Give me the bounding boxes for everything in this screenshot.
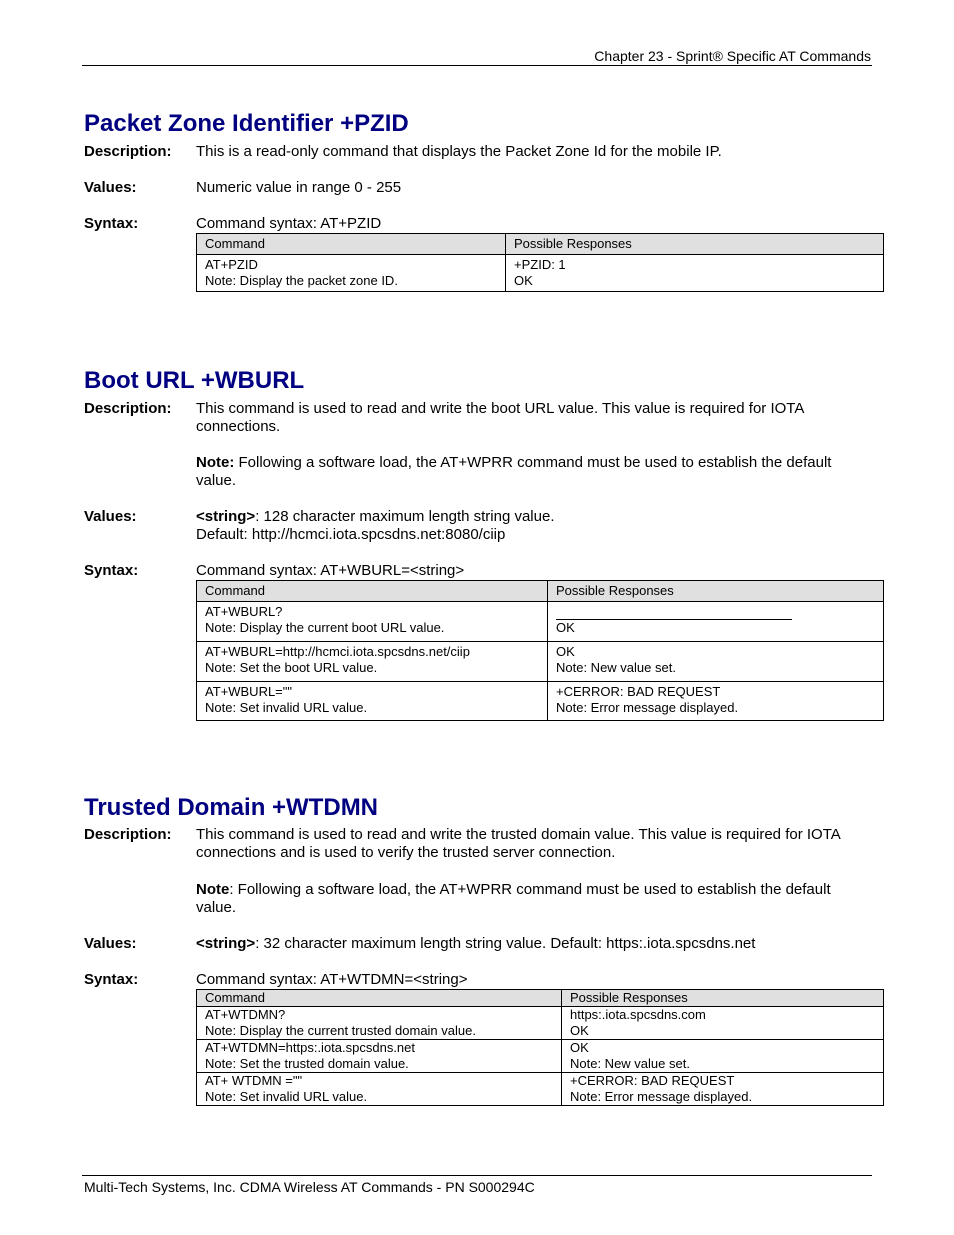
table-row	[197, 602, 884, 642]
syntax-label: Syntax:	[84, 971, 139, 988]
string-param: <string>	[196, 935, 256, 952]
command-text: AT+WTDMN?	[205, 1007, 286, 1022]
table-header-row	[197, 581, 884, 602]
response-text: OK	[556, 620, 575, 635]
section-title-pzid: Packet Zone Identifier +PZID	[84, 110, 409, 137]
values-label: Values:	[84, 179, 137, 196]
wburl-command-table	[196, 580, 884, 721]
response-text: OK	[570, 1040, 589, 1055]
values-text: : 128 character maximum length string value.	[255, 508, 555, 525]
string-param: <string>	[196, 508, 256, 525]
values-default: Default: http://hcmci.iota.spcsdns.net:8080/ciip	[196, 526, 506, 543]
table-cell-response	[548, 642, 884, 682]
table-cell-command	[197, 602, 548, 642]
wtdmn-command-table	[196, 989, 884, 1106]
table-header-responses: Possible Responses	[506, 234, 884, 255]
table-row	[197, 255, 884, 292]
table-cell-command	[197, 255, 506, 292]
values-text: : 32 character maximum length string value. Default: https:.iota.spcsdns.net	[255, 935, 756, 952]
header-rule	[82, 65, 872, 66]
response-note: Note: New value set.	[556, 660, 676, 675]
wtdmn-syntax: Command syntax: AT+WTDMN=<string>	[196, 971, 468, 988]
syntax-label: Syntax:	[84, 562, 139, 579]
description-label: Description:	[84, 400, 172, 417]
wburl-values	[196, 508, 856, 544]
command-note: Note: Set the trusted domain value.	[205, 1056, 409, 1071]
note-label: Note	[196, 454, 230, 471]
wtdmn-description: This command is used to read and write the trusted domain value. This value is required for IOTA connections and is used to verify the trusted server connection.	[196, 826, 840, 861]
note-text: Following a software load, the AT+WPRR command must be used to establish the default value.	[196, 454, 832, 489]
response-note: Note: New value set.	[570, 1056, 690, 1071]
pzid-values: Numeric value in range 0 - 255	[196, 179, 402, 196]
response-note: Note: Error message displayed.	[556, 700, 739, 715]
section-title-wtdmn: Trusted Domain +WTDMN	[84, 794, 379, 821]
wtdmn-note	[196, 881, 856, 917]
note-text: : Following a software load, the AT+WPRR command must be used to establish the default value.	[196, 881, 831, 916]
table-header-responses: Possible Responses	[548, 581, 884, 602]
pzid-syntax: Command syntax: AT+PZID	[196, 215, 382, 232]
command-note: Note: Set the boot URL value.	[205, 660, 378, 675]
wburl-syntax: Command syntax: AT+WBURL=<string>	[196, 562, 465, 579]
table-cell-response	[548, 682, 884, 721]
table-cell-response	[506, 255, 884, 292]
table-cell-response	[562, 1073, 884, 1106]
table-cell-command	[197, 1073, 562, 1106]
wtdmn-values	[196, 935, 856, 953]
table-cell-command	[197, 1007, 562, 1040]
syntax-label: Syntax:	[84, 215, 139, 232]
command-note: Note: Display the packet zone ID.	[205, 273, 398, 288]
table-row	[197, 682, 884, 721]
wburl-description: This command is used to read and write the boot URL value. This value is required for IOTA connections.	[196, 400, 804, 435]
table-row	[197, 1073, 884, 1106]
values-label: Values:	[84, 508, 137, 525]
table-cell-response	[548, 602, 884, 642]
command-text: AT+WBURL=http://hcmci.iota.spcsdns.net/ciip	[205, 644, 470, 659]
table-header-command: Command	[197, 234, 506, 255]
page-header: Chapter 23 - Sprint® Specific AT Commands	[594, 48, 871, 64]
command-text: AT+ WTDMN =""	[205, 1073, 303, 1088]
table-header-row	[197, 990, 884, 1007]
table-header-command: Command	[197, 990, 562, 1007]
table-cell-response	[562, 1040, 884, 1073]
section-title-wburl: Boot URL +WBURL	[84, 367, 305, 394]
command-note: Note: Set invalid URL value.	[205, 700, 368, 715]
response-text: https:.iota.spcsdns.com	[570, 1007, 706, 1022]
note-label: Note	[196, 881, 230, 898]
table-header-responses: Possible Responses	[562, 990, 884, 1007]
description-label: Description:	[84, 143, 172, 160]
command-note: Note: Set invalid URL value.	[205, 1089, 368, 1104]
blank-response-line	[556, 604, 792, 620]
command-text: AT+WTDMN=https:.iota.spcsdns.net	[205, 1040, 415, 1055]
response-text: OK	[514, 273, 533, 288]
values-label: Values:	[84, 935, 137, 952]
command-note: Note: Display the current trusted domain value.	[205, 1023, 476, 1038]
description-label: Description:	[84, 826, 172, 843]
table-row	[197, 642, 884, 682]
table-header-command: Command	[197, 581, 548, 602]
response-text: +CERROR: BAD REQUEST	[570, 1073, 735, 1088]
wburl-note	[196, 454, 856, 490]
command-text: AT+WBURL?	[205, 604, 283, 619]
response-text: +PZID: 1	[514, 257, 566, 272]
footer-rule	[82, 1175, 872, 1176]
table-row	[197, 1007, 884, 1040]
response-text: OK	[570, 1023, 589, 1038]
table-cell-command	[197, 642, 548, 682]
table-cell-response	[562, 1007, 884, 1040]
command-text: AT+PZID	[205, 257, 258, 272]
response-text: OK	[556, 644, 575, 659]
command-text: AT+WBURL=""	[205, 684, 293, 699]
pzid-description: This is a read-only command that displays the Packet Zone Id for the mobile IP.	[196, 143, 722, 160]
table-row	[197, 1040, 884, 1073]
table-cell-command	[197, 682, 548, 721]
pzid-command-table	[196, 233, 884, 292]
response-note: Note: Error message displayed.	[570, 1089, 753, 1104]
page-footer: Multi-Tech Systems, Inc. CDMA Wireless AT Commands - PN S000294C	[84, 1179, 535, 1195]
table-cell-command	[197, 1040, 562, 1073]
command-note: Note: Display the current boot URL value.	[205, 620, 445, 635]
note-colon: :	[229, 454, 235, 471]
response-text: +CERROR: BAD REQUEST	[556, 684, 721, 699]
table-header-row	[197, 234, 884, 255]
